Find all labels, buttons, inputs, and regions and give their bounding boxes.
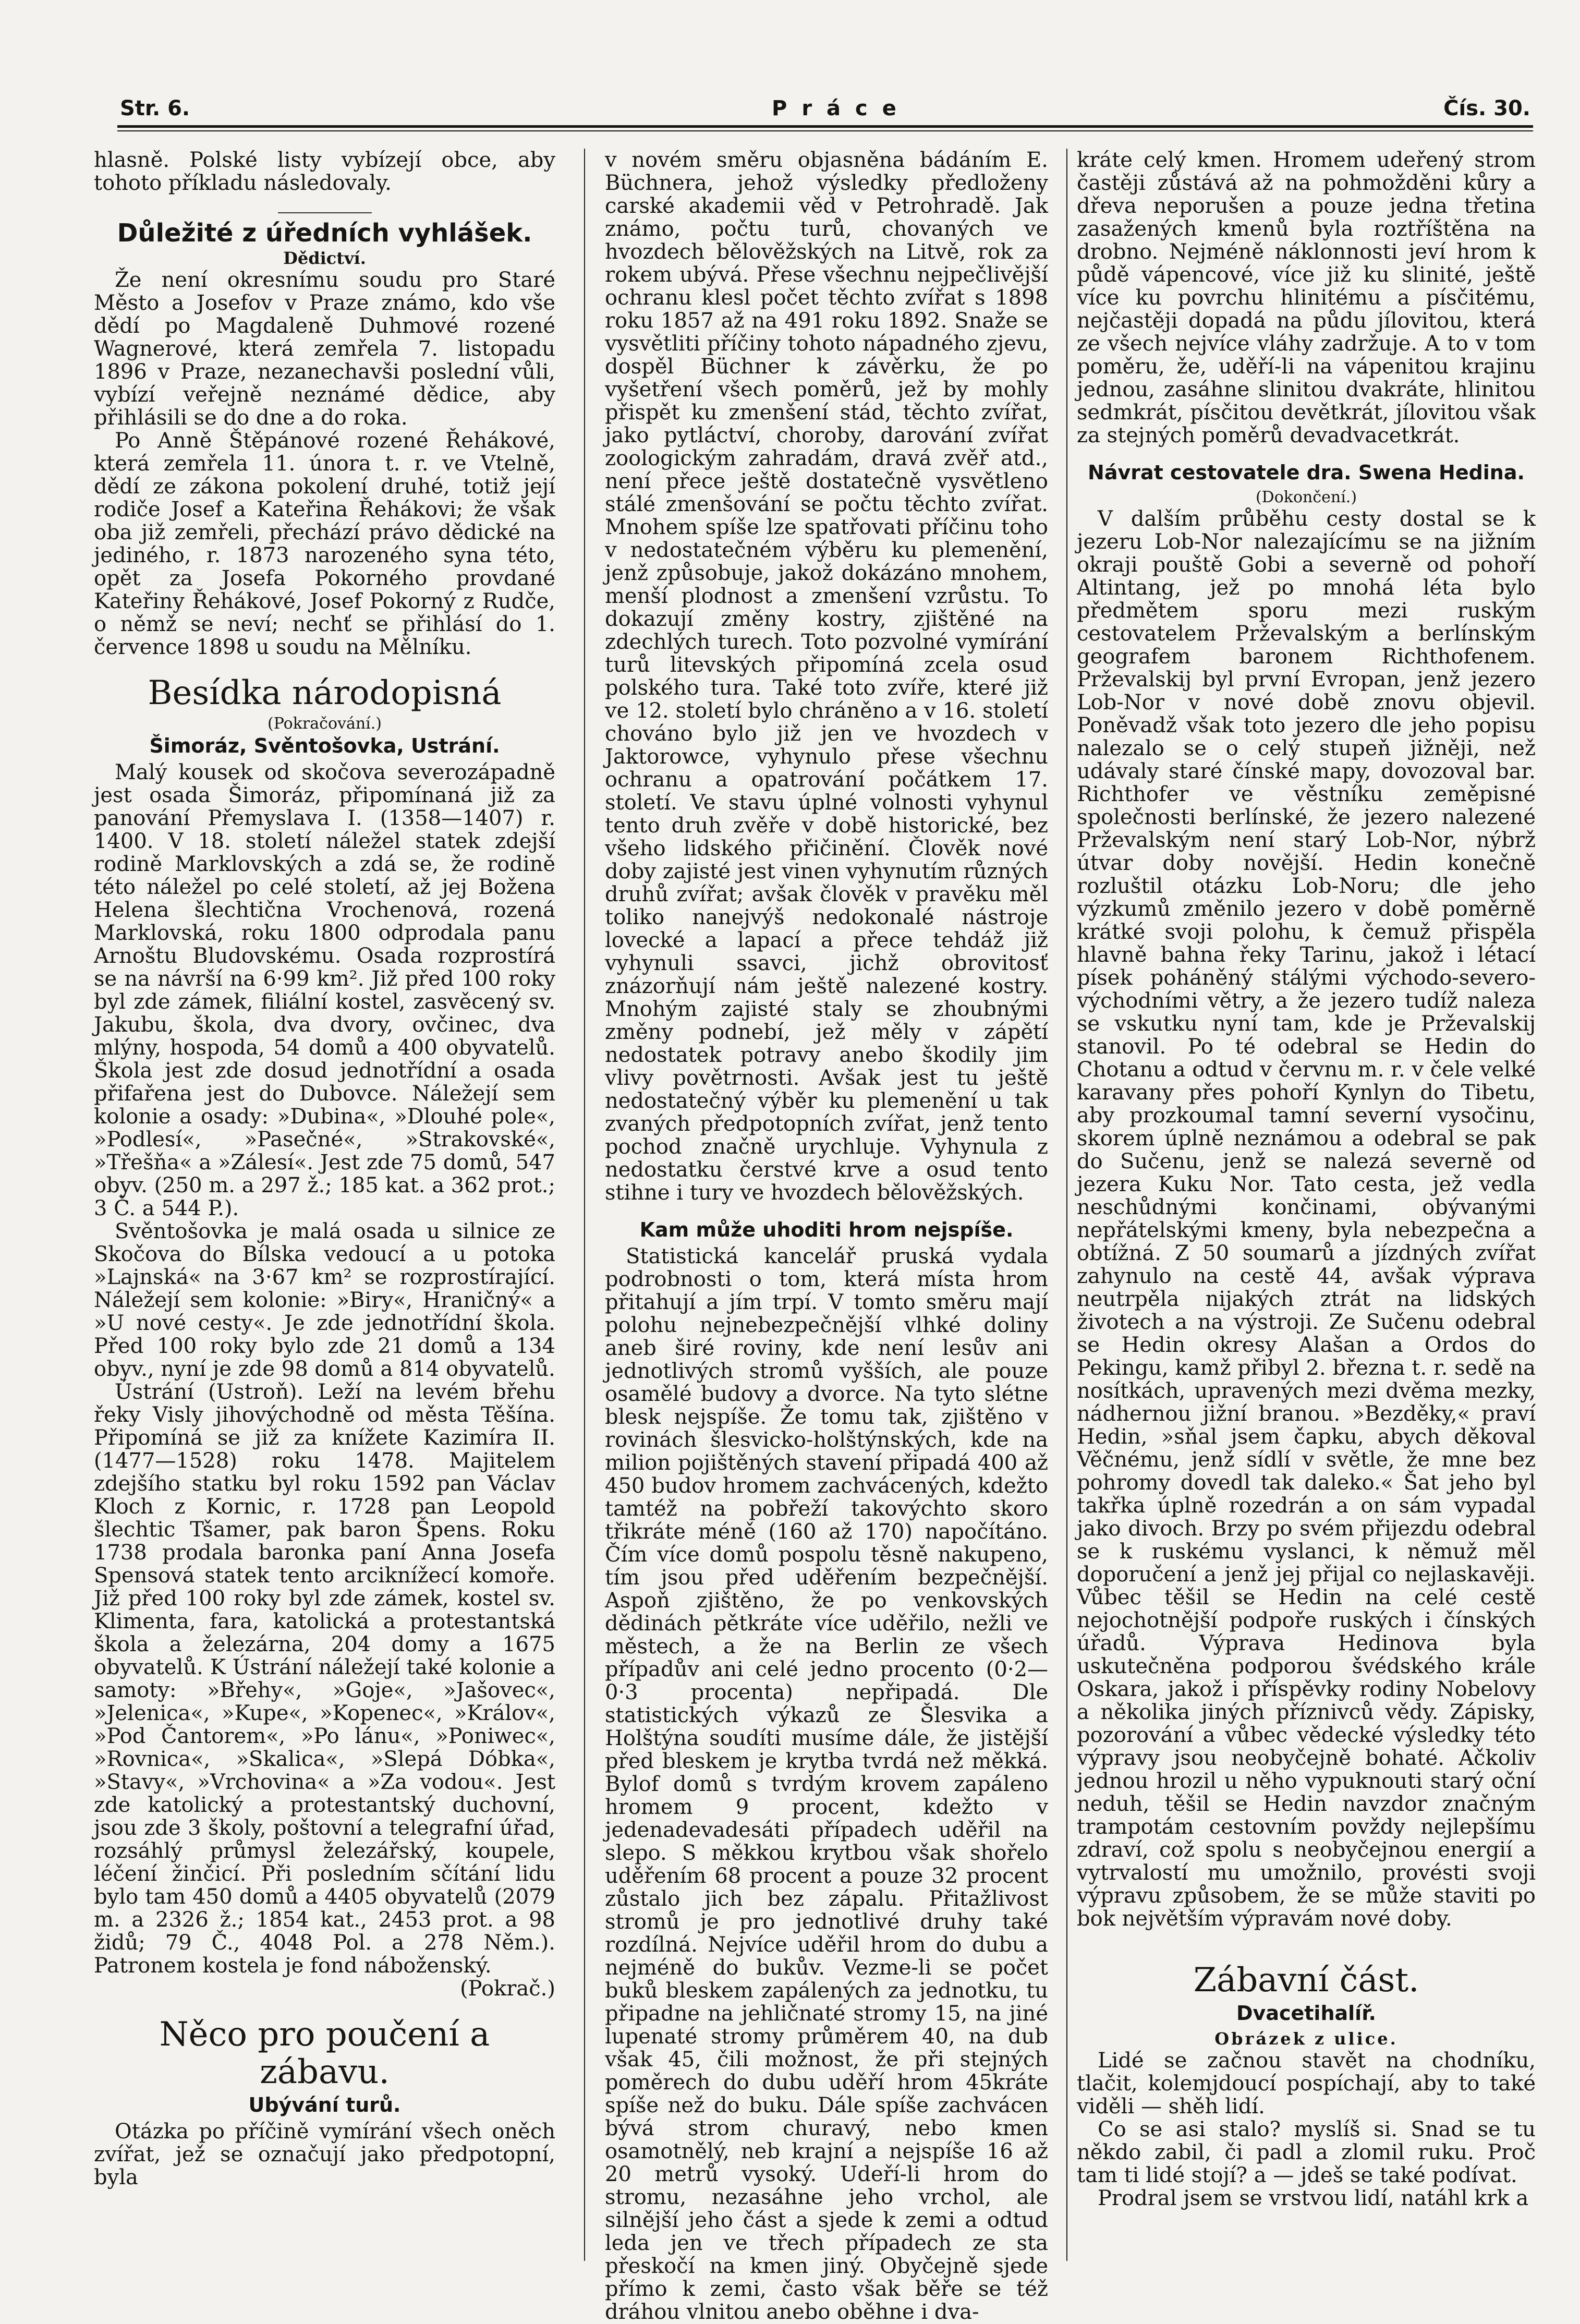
paragraph: V dalším průběhu cesty dostal se k jezeru Lob-Nor nalezajícímu se na jižním okraji pouště Gobi a severně od pohoří Altintang, jež po mnohá léta bylo předmětem sporu mezi ruským cestovatelem Prževalským a berlínským geografem baronem Richthofenem. Prževalskij byl první Evropan, jenž jezero Lob-Nor v nové době znovu objevil. Poněvadž však toto jezero dle jeho popisu nalezalo se o celý stupeň jižněji, než udávaly staré čínské mapy, dovozoval bar. Richthofer ve věstníku zeměpisné společnosti berlínské, že jezero nalezené Prževalským není starý Lob-Nor, nýbrž útvar doby novější. Hedin konečně rozluštil otázku Lob-Noru; dle jeho výzkumů změnilo jezero v době poměrně krátké svoji polohu, k čemuž přispěla hlavně bahna řeky Tarinu, jakož i létací písek poháněný stálými východo-severo-východními větry, a že jezero tudíž naleza se vskutku nyní tam, kde je Prževalskij stanovil. Po té odebral se Hedin do Chotanu a odtud v červnu m. r. v čele velké karavany přes pohoří Kynlyn do Tibetu, aby prozkoumal tamní severní vysočinu, skorem úplně neznámou a odebral se pak do Sučenu, jenž se nalezá severně od jezera Kuku Nor. Tato cesta, jež vedla neschůdnými končinami, obývanými nepřátelskými kmeny, byla nebezpečna a obtížná. Z 50 soumarů a jízdných zvířat zahynulo na cestě 44, avšak výprava neutrpěla nijakých ztrát na lidských životech a na výstroji. Ze Sučenu odebral se Hedin okresy Alašan a Ordos do Pekingu, kamž přibyl 2. března t. r. sedě na nosítkách, upravených mezi dvěma mezky, nádhernou jižní branou. »Bezděky,« praví Hedin, »sňal jsem čapku, abych děkoval Věčnému, jenž sídlí v světle, že mne bez pohromy dovedl tak daleko.« Šat jeho byl takřka úplně rozedrán a on sám vypadal jako divoch. Brzy po svém přijezdu odebral se k ruskému vyslanci, k němuž měl doporučení a jenž jej přijal co nejlaskavěji. Vůbec těšil se Hedin na celé cestě nejochotnější podpoře ruských i čínských úřadů. Výprava Hedinova byla uskutečněna podporou švédského krále Oskara, jakož i příspěvky rodiny Nobelovy a několika jiných příznivců vědy. Zápisky, pozorování a vůbec vědecké výsledky této výpravy jsou neobyčejně bohaté. Ačkoliv jednou hrozil u něho vypuknouti starý oční neduh, těšil se Hedin navzdor značným trampotám cestovním povždy nejlepšímu zdraví, což spolu s neobyčejnou energií a vytrvalostí mu umožnilo, provésti svoji výpravu způsobem, že se může staviti po bok největším výpravám nové doby. <box>1077 507 1536 1931</box>
section-title: Důležité z úředních vyhlášek. <box>117 219 532 248</box>
section-subtitle: Ubývání turů. <box>248 2093 401 2116</box>
section-note: (Dokončení.) <box>1255 488 1357 506</box>
section-title: Něco pro poučení a zábavu. <box>159 2015 490 2091</box>
paragraph: Otázka po příčině vymírání všech oněch zvířat, jež se označují jako předpotopní, byla <box>94 2120 555 2189</box>
column-3 <box>1077 149 1536 2230</box>
section-title: Besídka národopisná <box>148 674 502 712</box>
paragraph: Co se asi stalo? myslíš si. Snad se tu někdo zabil, či padl a zlomil ruku. Proč tam ti lidé stojí? a — jdeš se také podívat. <box>1077 2117 1536 2187</box>
header-rule <box>117 125 1533 128</box>
section-note: (Pokračování.) <box>268 715 382 733</box>
paragraph: Po Anně Štěpánové rozené Řehákové, která zemřela 11. února t. r. ve Vtelně, dědí ze zákona pokolení druhé, totiž její rodiče Josef a Kateřina Řehákovi; že však oba již zemřeli, přechází právo dědické na jediného, r. 1873 narozeného syna této, opět za Josefa Pokorného provdané Kateřiny Řehákové, Josef Pokorný z Rudče, o němž se neví; nechť se přihlásí do 1. července 1898 u soudu na Mělníku. <box>94 429 555 659</box>
section-title: Kam může uhoditi hrom nejspíše. <box>639 1218 1014 1241</box>
column-2 <box>605 148 1048 2324</box>
paragraph: Ústrání (Ustroň). Leží na levém břehu řeky Visly jihovýchodně od města Těšína. Připomíná se již za knížete Kazimíra II. (1477—1528) roku 1478. Majitelem zdejšího statku byl roku 1592 pan Václav Kloch z Kornic, r. 1728 pan Leopold šlechtic Tšamer, pak baron Špens. Roku 1738 prodala baronka paní Anna Josefa Spensová statek tento arciknížecí komoře. Již před 100 roky byl zde zámek, kostel sv. Klimenta, fara, katolická a protestantská škola a železárna, 204 domy a 1675 obyvatelů. K Ústrání náležejí také kolonie a samoty: »Břehy«, »Goje«, »Jašovec«, »Jelenica«, »Kupe«, »Kopenec«, »Králov«, »Pod Čantorem«, »Po lánu«, »Poniwec«, »Rovnica«, »Skalica«, »Slepá Dóbka«, »Stavy«, »Vrchovina« a »Za vodou«. Jest zde katolický a protestantský duchovní, jsou zde 3 školy, poštovní a telegrafní úřad, rozsáhlý průmysl železářský, koupele, léčení žinčicí. Při posledním sčítání lidu bylo tam 450 domů a 4405 obyvatelů (2079 m. a 2326 ž.; 1854 kat., 2453 prot. a 98 židů; 79 Č., 4048 Pol. a 278 Něm.). Patronem kostela je fond náboženský. <box>94 1380 555 1978</box>
section-title: Návrat cestovatele dra. Swena Hedina. <box>1088 461 1525 484</box>
newspaper-page <box>83 86 1551 2324</box>
paragraph: Že není okresnímu soudu pro Staré Město a Josefov v Praze známo, kdo vše dědí po Magdaleně Duhmové rozené Wagnerové, která zemřela 7. listopadu 1896 v Praze, nezanechavši poslední vůli, vybízí veřejně neznámé dědice, aby přihlásili se do dne a do roka. <box>94 268 555 430</box>
column-1 <box>94 149 555 2230</box>
section-subtitle: Dědictví. <box>283 248 366 268</box>
header-rule-thin <box>117 130 1533 131</box>
page-number: Str. 6. <box>120 96 190 120</box>
section-divider <box>278 212 372 213</box>
paragraph: kráte celý kmen. Hromem udeřený strom častěji zůstává až na pohmožděni kůry a dřeva neporušen a pouze jedna třetina zasažených kmenů byla roztříštěna na drobno. Nejméně náklonnosti jeví hrom k půdě vápencové, více již ku slinité, ještě více ku povrchu hlinitému a písčitému, nejčastěji dopadá na půdu jílovitou, která ze všech nejvíce vláhy zadržuje. A to v tom poměru, že, uděří-li na vápenitou krajinu jednou, zasáhne slinitou dvakráte, hlinitou sedmkrát, písčitou devětkrát, jílovitou však za stejných poměrů devadvacetkrát. <box>1077 148 1536 447</box>
paragraph: Prodral jsem se vrstvou lidí, natáhl krk a <box>1098 2186 1529 2210</box>
paragraph: v novém směru objasněna bádáním E. Büchnera, jehož výsledky předloženy carské akademii věd v Petrohradě. Jak známo, počtu turů, chovaných ve hvozdech bělověžských na Litvě, rok za rokem ubývá. Přese všechnu nejpečlivější ochranu klesl počet těchto zvířat s 1898 roku 1857 až na 491 roku 1892. Snaže se vysvětliti příčiny tohoto nápadného zjevu, dospěl Büchner k závěrku, že po vyšetření všech poměrů, jež by mohly přispět ku zmenšení stád, těchto zvířat, jako pytláctví, choroby, darování zvířat zoologickým zahradám, dravá zvěř atd., není přece ještě dostatečně vysvětleno stálé zmenšování se počtu těchto zvířat. Mnohem spíše lze spatřovati příčinu toho v nedostatečném výběru ku plemenění, jenž způsobuje, jakož dokázáno mnohem, menší plodnost a zmenšení vzrůstu. To dokazují změny kostry, zjištěné na zdechlých turech. Toto pozvolné vymírání turů litevských připomíná zcela osud polského tura. Také toto zvíře, které již ve 12. století bylo chráněno a v 16. století chováno bylo již jen ve hvozdech v Jaktorowce, vyhynulo přese všechnu ochranu a opatrování počátkem 17. století. Ve stavu úplné volnosti vyhynul tento druh zvěře v době historické, bez všeho lidského přičinění. Člověk nové doby zajisté jest vinen vyhynutím různých druhů zvířat; avšak člověk v pravěku měl toliko nanejvýš nedokonalé nástroje lovecké a lapací a přece tehdáž již vyhynuli ssavci, jichž obrovitosť znázorňují nám ještě nalezené kostry. Mnohým zajisté staly se zhoubnými změny podnebí, jež měly v zápětí nedostatek potravy anebo škodily jim vlivy povětrnosti. Avšak jest tu ještě nedostatečný výběr ku plemenění u tak zvaných předpotopních zvířat, jenž tento pochod značně urychluje. Vyhynula z nedostatku čerstvé krve a osud tento stihne i tury ve hvozdech bělověžských. <box>605 148 1048 1205</box>
paragraph: Malý kousek od skočova severozápadně jest osada Šimoráz, připomínaná již za panování Přemyslava I. (1358—1407) r. 1400. V 18. století náležel statek zdejší rodině Marklovských a zdá se, že rodině této náležel po celé století, až jej Božena Helena šlechtična Vrochenová, rozená Marklovská, roku 1800 odprodala panu Arnoštu Bludovskému. Osada rozprostírá se na návrší na 6·99 km². Již před 100 roky byl zde zámek, filiální kostel, zasvěcený sv. Jakubu, škola, dva dvory, ovčinec, dva mlýny, hospoda, 54 domů a 400 obyvatelů. Škola jest zde dosud jednotřídní a osada přifařena jest do Dubovce. Náležejí sem kolonie a osady: »Dubina«, »Dlouhé pole«, »Podlesí«, »Pasečné«, »Strakovské«, »Třešňa« a »Zálesí«. Jest zde 75 domů, 547 obyv. (250 m. a 297 ž.; 185 kat. a 362 prot.; 3 Č. a 544 P.). <box>94 760 555 1220</box>
section-title: Zábavní část. <box>1193 1961 1419 2000</box>
section-subtitle: Dvacetihalíř. <box>1236 2002 1376 2025</box>
article-continuation: hlasně. Polské listy vybízejí obce, aby tohoto příkladu následovaly. <box>94 148 555 195</box>
paragraph: Lidé se začnou stavět na chodníku, tlačit, kolemjdoucí pospíchají, aby to také viděli — shěh lidí. <box>1077 2049 1536 2119</box>
column-divider <box>1066 149 1067 2261</box>
section-subtitle: Šimoráz, Svěntošovka, Ustrání. <box>149 734 500 757</box>
page-header <box>83 86 1551 123</box>
issue-number: Čís. 30. <box>1443 96 1530 120</box>
paragraph: Svěntošovka je malá osada u silnice ze Skočova do Bílska vedoucí a u potoka »Lajnská« na 3·67 km² se rozprostírající. Náležejí sem kolonie: »Biry«, Hraničný« a »U nové cesty«. Je zde jednotřídní škola. Před 100 roky bylo zde 21 domů a 134 obyv., nyní je zde 98 domů a 814 obyvatelů. <box>94 1219 555 1381</box>
continuation-note: (Pokrač.) <box>460 1977 555 2001</box>
masthead: Práce <box>772 96 911 120</box>
column-divider <box>584 149 585 2261</box>
section-kicker: Obrázek z ulice. <box>1214 2029 1398 2049</box>
paragraph: Statistická kancelář pruská vydala podrobnosti o tom, která místa hrom přitahují a jím trpí. V tomto směru mají polohu nejnebezpečnější vlhké doliny aneb širé roviny, kde není lesův ani jednotlivých stromů vyšších, ale pouze osamělé budovy a dvorce. Na tyto slétne blesk nejspíše. Že tomu tak, zjištěno v rovinách šlesvicko-holštýnských, kde na milion pojištěných stavení připadá 400 až 450 budov hromem zachvácených, kdežto tamtéž na pobřeží takovýchto skoro třikráte méně (160 až 170) napočítáno. Čím více domů pospolu těsně nakupeno, tím jsou před uděřením bezpečnější. Aspoň zjištěno, že po venkovských dědinách pětkráte více uděřilo, nežli ve městech, a že na Berlin ze všech případův ani celé jedno procento (0·2—0·3 procenta) nepřipadá. Dle statistických výkazů ze Šlesvika a Holštýna soudíti musíme dále, že jistější před bleskem je krytba tvrdá než měkká. Bylof domů s tvrdým krovem zapáleno hromem 9 procent, kdežto v jedenadevadesáti případech uděřil na slepo. S měkkou krytbou však shořelo uděřením 68 procent a pouze 32 procent zůstalo jich bez zápalu. Přitažlivost stromů je pro jednotlivé druhy také rozdílná. Nejvíce uděřil hrom do dubu a nejméně do bukův. Vezme-li se počet buků bleskem zapálených za jednotku, tu připadne na jehličnaté stromy 15, na jiné lupenaté stromy průměrem 40, na dub však 45, čili možnost, že při stejných poměrech do dubu uděří hrom 45kráte spíše než do buku. Dále spíše zachvácen bývá strom churavý, nebo kmen osamotnělý, neb krajní a nejspíše 16 až 20 metrů vysoký. Udeří-li hrom do stromu, nezasáhne jeho vrchol, ale silnější jeho část a sjede k zemi a odtud leda jen ve třech případech ze sta přeskočí na kmen jiný. Obyčejně sjede přímo k zemi, často však běře se též dráhou vlnitou anebo oběhne i dva- <box>605 1244 1048 2324</box>
